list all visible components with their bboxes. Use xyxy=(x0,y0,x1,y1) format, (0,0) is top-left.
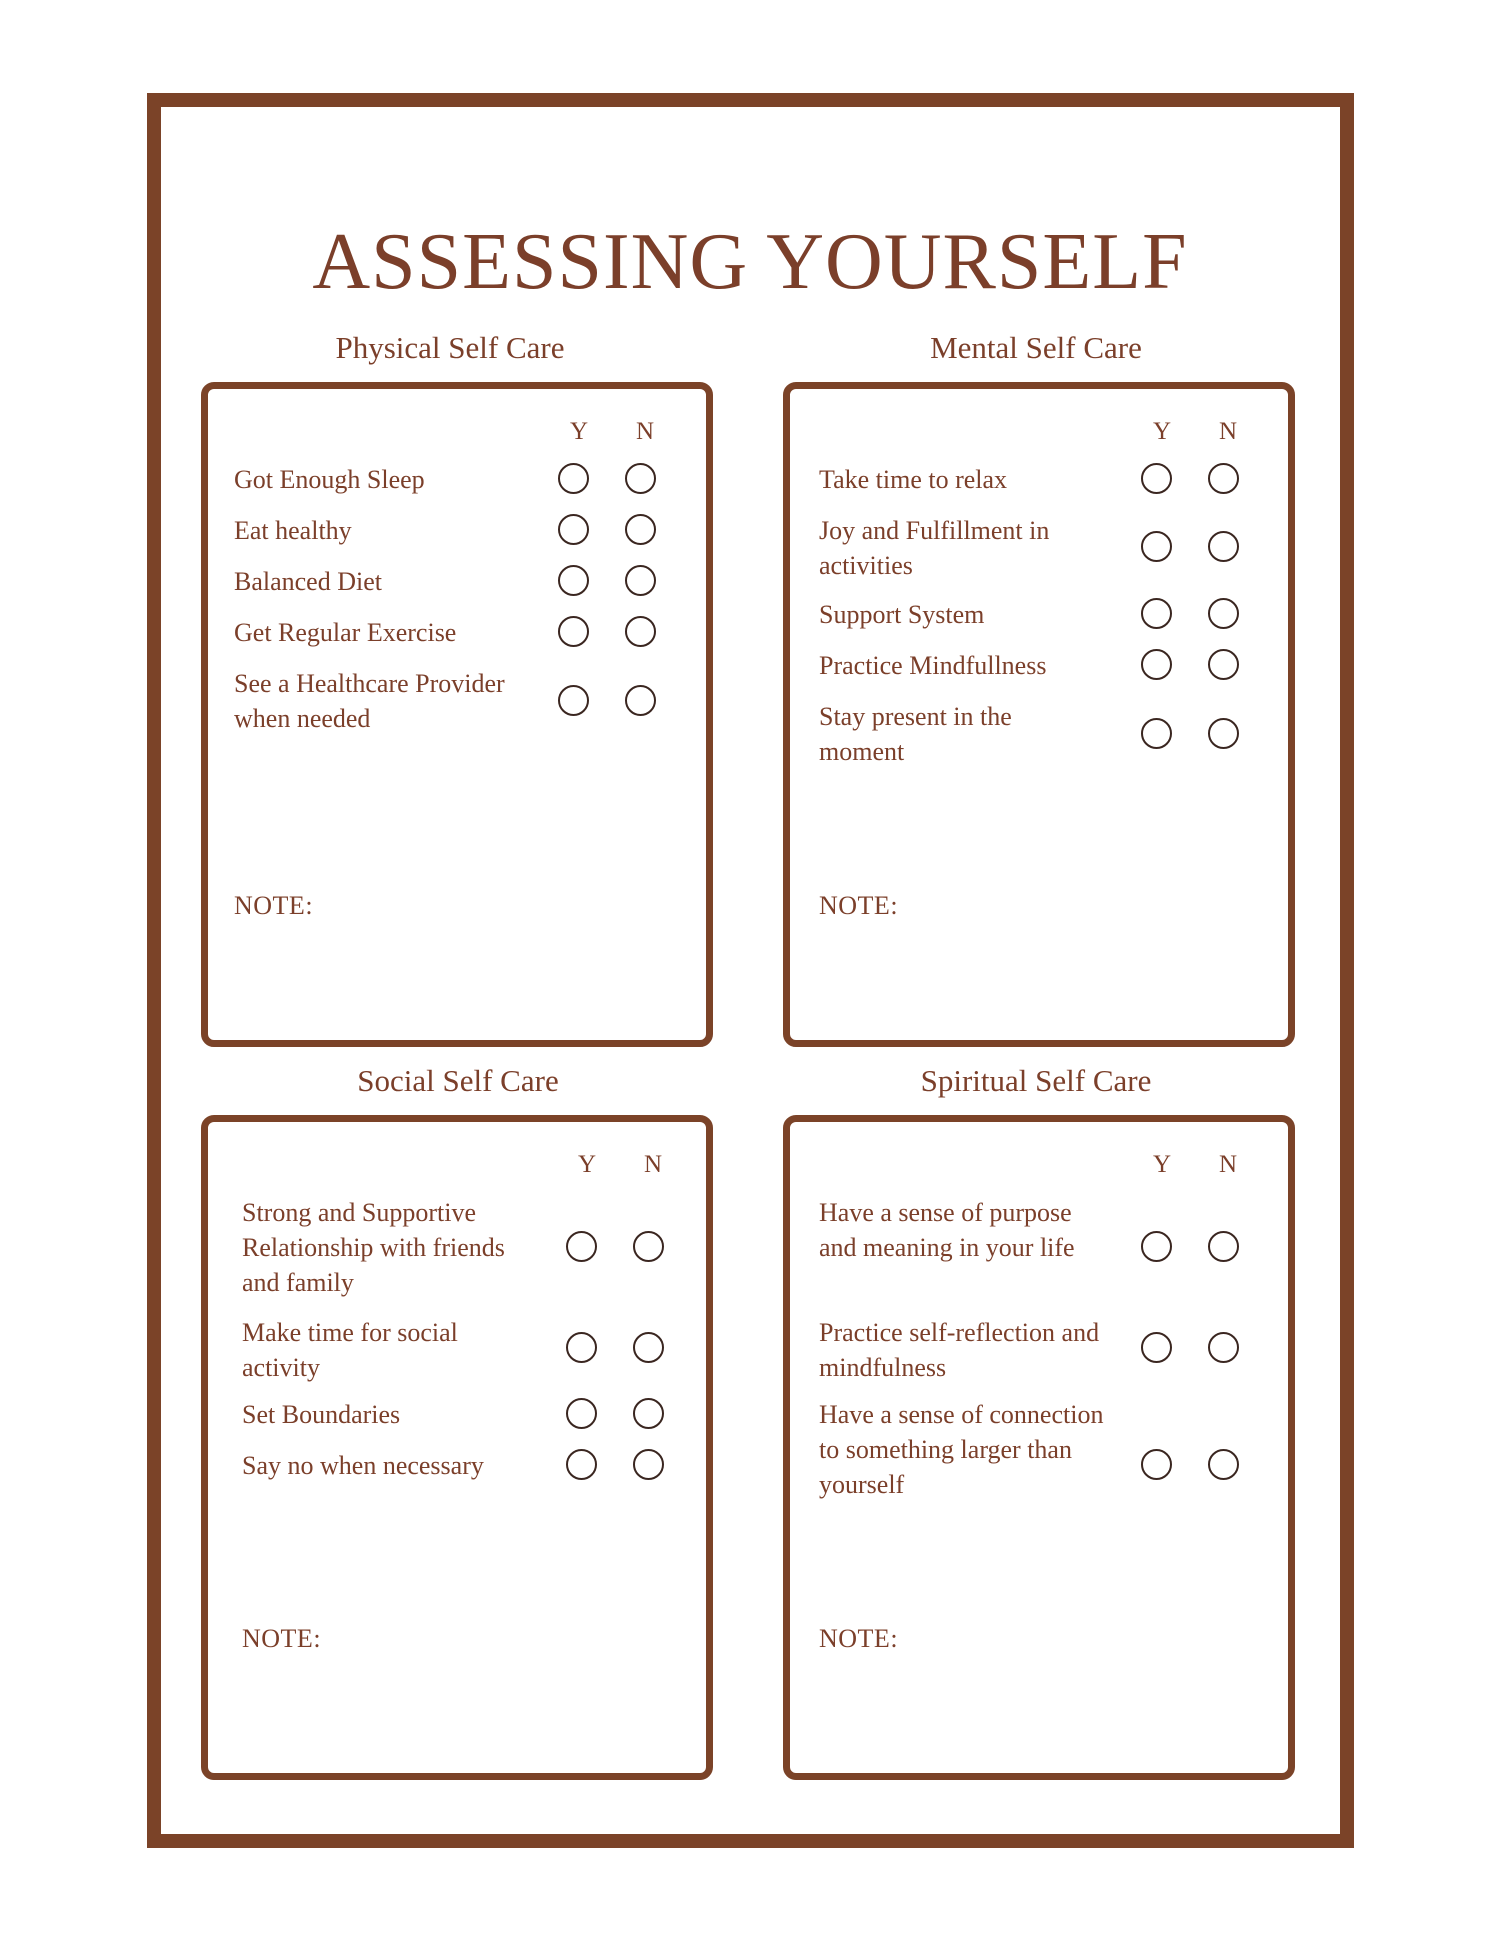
yes-radio[interactable] xyxy=(558,463,589,494)
no-radio[interactable] xyxy=(1208,1231,1239,1262)
note-label: NOTE: xyxy=(819,891,899,920)
no-radio[interactable] xyxy=(1208,649,1239,680)
card-spiritual xyxy=(783,1115,1295,1780)
checklist-item-label: Practice Mindfullness xyxy=(819,651,1047,680)
yes-column-header: Y xyxy=(1153,1151,1172,1178)
no-radio[interactable] xyxy=(1208,598,1239,629)
yes-radio[interactable] xyxy=(1141,463,1172,494)
yes-radio[interactable] xyxy=(566,1332,597,1363)
no-radio[interactable] xyxy=(1208,531,1239,562)
checklist-item-label: See a Healthcare Provider when needed xyxy=(234,669,505,733)
no-column-header: N xyxy=(636,418,655,445)
checklist-item-label: Make time for social activity xyxy=(242,1318,458,1382)
yes-radio[interactable] xyxy=(1141,1332,1172,1363)
yes-column-header: Y xyxy=(1153,418,1172,445)
no-radio[interactable] xyxy=(633,1231,664,1262)
section-title-social: Social Self Care xyxy=(357,1063,559,1098)
checklist-item-label: Say no when necessary xyxy=(242,1451,484,1480)
no-column-header: N xyxy=(644,1151,663,1178)
checklist-item-label: Have a sense of connection to something larger than yourself xyxy=(819,1400,1104,1499)
no-column-header: N xyxy=(1219,1151,1238,1178)
yes-radio[interactable] xyxy=(558,685,589,716)
card-physical xyxy=(201,382,713,1047)
yes-radio[interactable] xyxy=(1141,718,1172,749)
checklist-item-label: Joy and Fulfillment in activities xyxy=(819,516,1050,580)
yes-radio[interactable] xyxy=(566,1449,597,1480)
yes-radio[interactable] xyxy=(558,514,589,545)
yes-radio[interactable] xyxy=(558,565,589,596)
no-radio[interactable] xyxy=(1208,718,1239,749)
yes-radio[interactable] xyxy=(1141,1231,1172,1262)
checklist-item-label: Get Regular Exercise xyxy=(234,618,457,647)
checklist-item-label: Balanced Diet xyxy=(234,567,382,596)
yes-radio[interactable] xyxy=(558,616,589,647)
checklist-item-label: Support System xyxy=(819,600,985,629)
no-radio[interactable] xyxy=(625,616,656,647)
yes-radio[interactable] xyxy=(1141,598,1172,629)
no-column-header: N xyxy=(1219,418,1238,445)
checklist-item-label: Stay present in the moment xyxy=(819,702,1012,766)
no-radio[interactable] xyxy=(1208,1449,1239,1480)
section-title-spiritual: Spiritual Self Care xyxy=(920,1063,1152,1098)
no-radio[interactable] xyxy=(633,1449,664,1480)
no-radio[interactable] xyxy=(625,565,656,596)
checklist-item-label: Take time to relax xyxy=(819,465,1008,494)
note-label: NOTE: xyxy=(242,1624,322,1653)
yes-column-header: Y xyxy=(578,1151,597,1178)
checklist-item-label: Have a sense of purpose and meaning in your life xyxy=(819,1198,1075,1262)
no-radio[interactable] xyxy=(633,1332,664,1363)
card-social xyxy=(201,1115,713,1780)
note-label: NOTE: xyxy=(234,891,314,920)
section-title-physical: Physical Self Care xyxy=(335,330,565,365)
yes-radio[interactable] xyxy=(566,1398,597,1429)
checklist-item-label: Strong and Supportive Relationship with friends and family xyxy=(242,1198,505,1297)
no-radio[interactable] xyxy=(1208,1332,1239,1363)
no-radio[interactable] xyxy=(633,1398,664,1429)
note-label: NOTE: xyxy=(819,1624,899,1653)
checklist-item-label: Set Boundaries xyxy=(242,1400,401,1429)
checklist-item-label: Eat healthy xyxy=(234,516,352,545)
no-radio[interactable] xyxy=(625,463,656,494)
yes-radio[interactable] xyxy=(566,1231,597,1262)
checklist-item-label: Got Enough Sleep xyxy=(234,465,425,494)
no-radio[interactable] xyxy=(625,685,656,716)
checklist-item-label: Practice self-reflection and mindfulness xyxy=(819,1318,1100,1382)
section-title-mental: Mental Self Care xyxy=(930,330,1142,365)
card-mental xyxy=(783,382,1295,1047)
no-radio[interactable] xyxy=(625,514,656,545)
page-title: ASSESSING YOURSELF xyxy=(312,218,1188,306)
yes-radio[interactable] xyxy=(1141,531,1172,562)
no-radio[interactable] xyxy=(1208,463,1239,494)
yes-radio[interactable] xyxy=(1141,649,1172,680)
yes-radio[interactable] xyxy=(1141,1449,1172,1480)
yes-column-header: Y xyxy=(570,418,589,445)
